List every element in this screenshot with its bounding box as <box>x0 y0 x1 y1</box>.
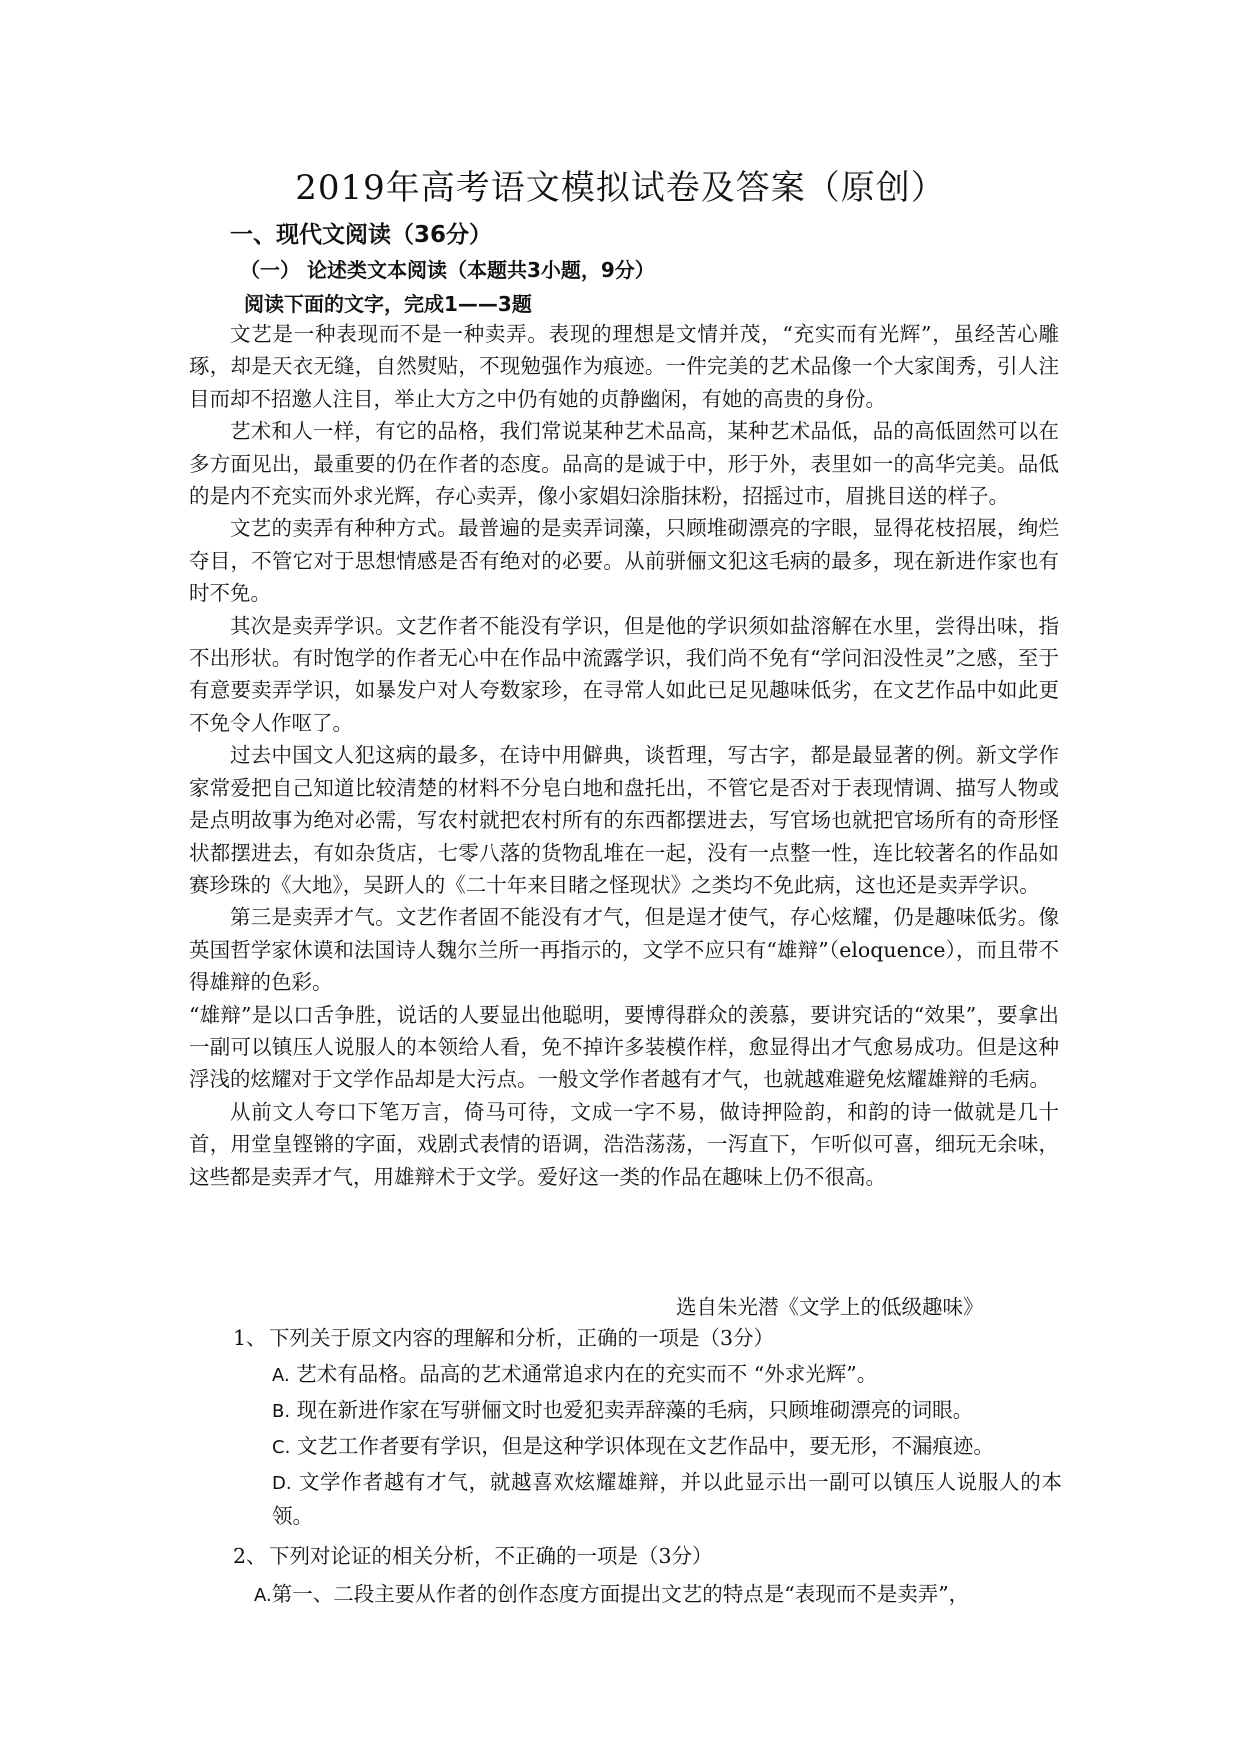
passage-paragraph: 文艺是一种表现而不是一种卖弄。表现的理想是文情并茂，“充实而有光辉”，虽经苦心雕琢，却是天衣无缝，自然熨贴，不现勉强作为痕迹。一件完美的艺术品像一个大家闺秀，引人注目而却不招邀人注目，举止大方之中仍有她的贞静幽闲，有她的高贵的身份。 <box>189 322 1059 411</box>
option-text: 现在新进作家在写骈俪文时也爱犯卖弄辞藻的毛病，只顾堆砌漂亮的词眼。 <box>296 1398 974 1422</box>
passage-source: 选自朱光潜《文学上的低级趣味》 <box>676 1295 984 1319</box>
passage-body <box>189 318 1059 1193</box>
question-1-option-a <box>272 1358 1062 1392</box>
question-1-option-d <box>272 1466 1062 1532</box>
passage-paragraph: 第三是卖弄才气。文艺作者固不能没有才气，但是逞才使气，存心炫耀，仍是趣味低劣。像英国哲学家休谟和法国诗人魏尔兰所一再指示的，文学不应只有“雄辩”（eloquence），而且带不得雄辩的色彩。 <box>189 905 1059 995</box>
question-2 <box>233 1540 713 1572</box>
reading-instruction: 阅读下面的文字，完成1——3题 <box>244 292 532 316</box>
option-text: 文学作者越有才气，就越喜欢炫耀雄辩，并以此显示出一副可以镇压人说服人的本领。 <box>272 1470 1062 1528</box>
question-number: 2、 <box>233 1544 267 1568</box>
option-text: 艺术有品格。品高的艺术通常追求内在的充实而不 “外求光辉”。 <box>296 1362 878 1386</box>
option-text: 第一、二段主要从作者的创作态度方面提出文艺的特点是“表现而不是卖弄”， <box>271 1582 970 1606</box>
passage-paragraph: 文艺的卖弄有种种方式。最普遍的是卖弄词藻，只顾堆砌漂亮的字眼，显得花枝招展，绚烂夺目，不管它对于思想情感是否有绝对的必要。从前骈俪文犯这毛病的最多，现在新进作家也有时不免。 <box>189 516 1059 606</box>
subsection-heading: （一） 论述类文本阅读（本题共3小题，9分） <box>240 258 655 282</box>
question-text: 下列关于原文内容的理解和分析，正确的一项是（3分） <box>269 1326 775 1350</box>
question-1-option-c <box>272 1430 1062 1464</box>
passage-paragraph: 艺术和人一样，有它的品格，我们常说某种艺术品高，某种艺术品低，品的高低固然可以在多方面见出，最重要的仍在作者的态度。品高的是诚于中，形于外，表里如一的高华完美。品低的是内不充实而外求光辉，存心卖弄，像小家娼妇涂脂抹粉，招摇过市，眉挑目送的样子。 <box>189 419 1059 509</box>
option-letter: B. <box>272 1401 291 1422</box>
option-letter: C. <box>272 1437 291 1458</box>
section-heading: 一、现代文阅读（36分） <box>230 222 493 248</box>
option-text: 文艺工作者要有学识，但是这种学识体现在文艺作品中，要无形，不漏痕迹。 <box>296 1434 994 1458</box>
passage-paragraph: 从前文人夸口下笔万言，倚马可待，文成一字不易，做诗押险韵，和韵的诗一做就是几十首，用堂皇铿锵的字面，戏剧式表情的语调，浩浩荡荡，一泻直下，乍听似可喜，细玩无余味，这些都是卖弄才气，用雄辩术于文学。爱好这一类的作品在趣味上仍不很高。 <box>189 1099 1059 1189</box>
passage-paragraph: 其次是卖弄学识。文艺作者不能没有学识，但是他的学识须如盐溶解在水里，尝得出味，指不出形状。有时饱学的作者无心中在作品中流露学识，我们尚不免有“学问汩没性灵”之感，至于有意要卖弄学识，如暴发户对人夸数家珍，在寻常人如此已足见趣味低劣，在文艺作品中如此更不免令人作呕了。 <box>189 613 1059 735</box>
document-title: 2019年高考语文模拟试卷及答案（原创） <box>295 168 946 208</box>
question-number: 1、 <box>233 1326 267 1350</box>
question-text: 下列对论证的相关分析，不正确的一项是（3分） <box>269 1544 713 1568</box>
passage-paragraph: “雄辩”是以口舌争胜，说话的人要显出他聪明，要博得群众的羡慕，要讲究话的“效果”，要拿出一副可以镇压人说服人的本领给人看，免不掉许多装模作样，愈显得出才气愈易成功。但是这种浮浅的炫耀对于文学作品却是大污点。一般文学作者越有才气，也就越难避免炫耀雄辩的毛病。 <box>189 1002 1059 1092</box>
question-2-option-a <box>254 1578 1064 1612</box>
option-letter: D. <box>272 1473 292 1494</box>
option-letter: A. <box>272 1365 290 1386</box>
option-letter: A. <box>254 1585 272 1606</box>
question-1 <box>233 1322 774 1354</box>
passage-paragraph: 过去中国文人犯这病的最多，在诗中用僻典，谈哲理，写古字，都是最显著的例。新文学作家常爱把自己知道比较清楚的材料不分皂白地和盘托出，不管它是否对于表现情调、描写人物或是点明故事为绝对必需，写农村就把农村所有的东西都摆进去，写官场也就把官场所有的奇形怪状都摆进去，有如杂货店，七零八落的货物乱堆在一起，没有一点整一性，连比较著名的作品如赛珍珠的《大地》，吴趼人的《二十年来目睹之怪现状》之类均不免此病，这也还是卖弄学识。 <box>189 743 1059 897</box>
question-1-option-b <box>272 1394 1062 1428</box>
